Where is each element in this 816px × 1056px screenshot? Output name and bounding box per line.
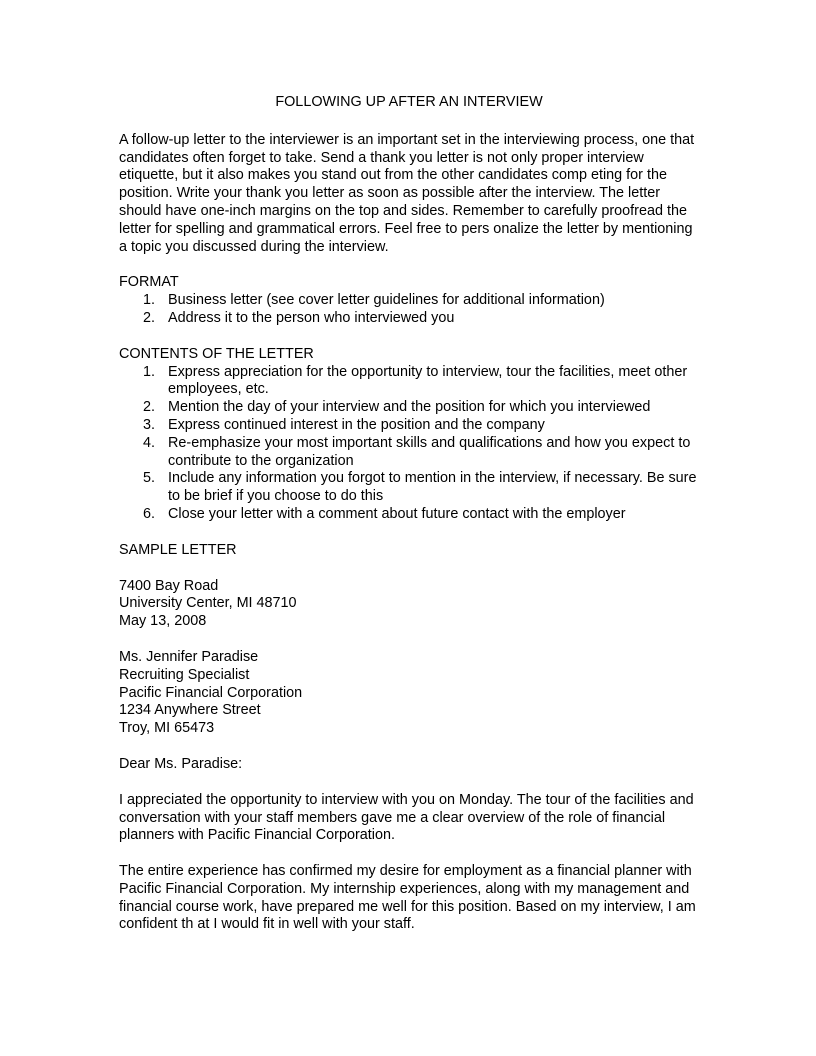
contents-list [119, 364, 699, 524]
list-item [119, 506, 699, 524]
list-item-text: Re-emphasize your most important skills and qualifications and how you expect to contribute to the organization [168, 434, 691, 469]
list-item [119, 470, 699, 506]
sample-heading: SAMPLE LETTER [119, 541, 237, 558]
list-number: 1. [143, 363, 156, 380]
list-number: 3. [143, 416, 156, 433]
list-number: 2. [143, 399, 156, 416]
document-title: FOLLOWING UP AFTER AN INTERVIEW [275, 94, 543, 110]
list-item-text: Close your letter with a comment about future contact with the employer [168, 505, 626, 522]
recipient-title: Recruiting Specialist [119, 666, 250, 683]
sender-street: 7400 Bay Road [119, 577, 219, 594]
recipient-name: Ms. Jennifer Paradise [119, 648, 259, 665]
list-item [119, 417, 699, 435]
salutation: Dear Ms. Paradise: [119, 755, 243, 772]
list-item-text: Business letter (see cover letter guidelines for additional information) [168, 292, 605, 309]
sender-address [119, 578, 699, 631]
intro-paragraph: A follow-up letter to the interviewer is an important set in the interviewing process, one that candidates often forget to take. Send a thank you letter is not only proper interview etiquette, but it also makes you stand out from the other candidates comp eting for the position. Write your thank you letter as soon as possible after the interview. The letter should have one-inch margins on the top and sides. Remember to carefully proofread the letter for spelling and grammatical errors. Feel free to pers onalize the letter by mentioning a topic you discussed during the interview. [119, 131, 695, 255]
list-item-text: Express appreciation for the opportunity to interview, tour the facilities, meet other employees, etc. [168, 363, 688, 398]
list-item-text: Express continued interest in the position and the company [168, 416, 545, 433]
list-item-text: Address it to the person who interviewed you [168, 309, 455, 326]
list-item-text: Include any information you forgot to mention in the interview, if necessary. Be sure to be brief if you choose to do this [168, 470, 697, 505]
letter-body-paragraph: The entire experience has confirmed my desire for employment as a financial planner with Pacific Financial Corporation. My internship experiences, along with my management and financial course work, have prepared me well for this position. Based on my interview, I am confident th at I would fit in well with your staff. [119, 863, 696, 933]
recipient-company: Pacific Financial Corporation [119, 684, 303, 701]
sender-city: University Center, MI 48710 [119, 595, 297, 612]
list-number: 1. [143, 292, 156, 309]
list-number: 2. [143, 309, 156, 326]
recipient-street: 1234 Anywhere Street [119, 702, 261, 719]
contents-heading: CONTENTS OF THE LETTER [119, 345, 314, 362]
list-item [119, 399, 699, 417]
list-number: 5. [143, 470, 156, 487]
letter-date: May 13, 2008 [119, 613, 207, 630]
document-page [119, 94, 699, 952]
list-item [119, 364, 699, 400]
list-item [119, 292, 699, 310]
list-item [119, 310, 699, 328]
letter-body-paragraph: I appreciated the opportunity to interview with you on Monday. The tour of the facilities and conversation with your staff members gave me a clear overview of the role of financial planners with Pacific Financial Corporation. [119, 791, 694, 844]
format-list [119, 292, 699, 328]
list-number: 4. [143, 434, 156, 451]
list-item [119, 435, 699, 471]
recipient-address [119, 649, 699, 738]
format-heading: FORMAT [119, 274, 179, 291]
recipient-city: Troy, MI 65473 [119, 720, 215, 737]
list-item-text: Mention the day of your interview and the position for which you interviewed [168, 399, 651, 416]
list-number: 6. [143, 505, 156, 522]
